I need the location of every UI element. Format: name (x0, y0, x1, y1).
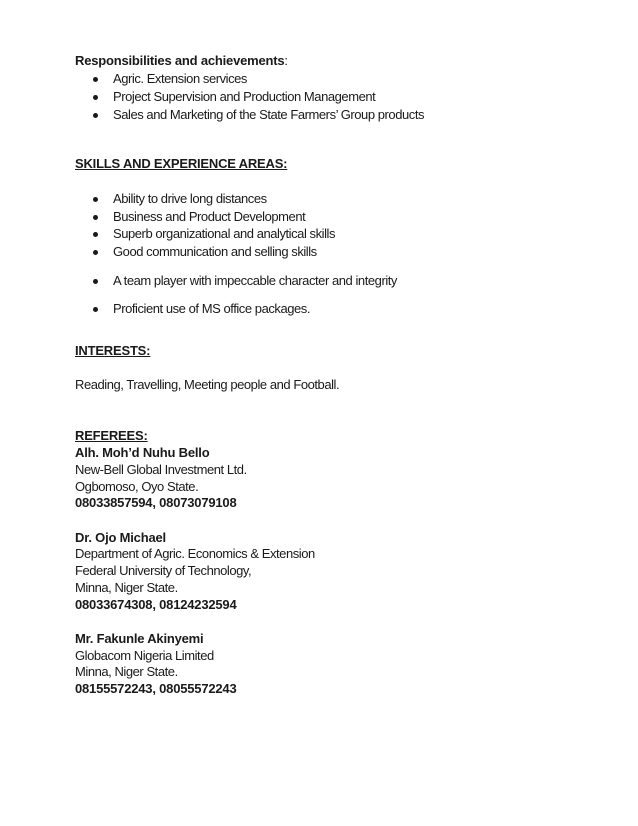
referee-address-line: Minna, Niger State. (75, 664, 178, 679)
bullet-icon (93, 307, 98, 312)
responsibility-text: Project Supervision and Production Management (113, 89, 376, 104)
referee-address-line: Department of Agric. Economics & Extension (75, 546, 315, 561)
referee-phones: 08033674308, 08124232594 (75, 597, 237, 612)
referee-address-line: Globacom Nigeria Limited (75, 648, 214, 663)
referee-address-line: Federal University of Technology, (75, 563, 252, 578)
referee-address-line: Minna, Niger State. (75, 580, 178, 595)
bullet-icon (93, 232, 98, 237)
bullet-icon (93, 279, 98, 284)
skill-text: Business and Product Development (113, 209, 306, 224)
referee-address-line: New-Bell Global Investment Ltd. (75, 462, 247, 477)
bullet-icon (93, 113, 98, 118)
skill-text: A team player with impeccable character and integrity (113, 273, 397, 288)
bullet-icon (93, 250, 98, 255)
skill-text: Ability to drive long distances (113, 191, 267, 206)
skills-heading: SKILLS AND EXPERIENCE AREAS: (75, 156, 288, 171)
interests-text: Reading, Travelling, Meeting people and Football. (75, 377, 340, 392)
referee-name: Mr. Fakunle Akinyemi (75, 631, 204, 646)
responsibility-text: Agric. Extension services (113, 71, 247, 86)
responsibilities-heading-line (75, 53, 288, 69)
skill-text: Superb organizational and analytical skills (113, 226, 336, 241)
bullet-icon (93, 77, 98, 82)
bullet-icon (93, 95, 98, 100)
responsibilities-colon: : (284, 53, 288, 68)
skill-text: Good communication and selling skills (113, 244, 317, 259)
bullet-icon (93, 197, 98, 202)
referee-phones: 08155572243, 08055572243 (75, 681, 237, 696)
referee-name: Dr. Ojo Michael (75, 530, 166, 545)
referees-heading: REFEREES: (75, 428, 148, 443)
referee-phones: 08033857594, 08073079108 (75, 495, 237, 510)
responsibility-text: Sales and Marketing of the State Farmers’ Group products (113, 107, 425, 122)
referee-name: Alh. Moh’d Nuhu Bello (75, 445, 210, 460)
bullet-icon (93, 215, 98, 220)
skill-text: Proficient use of MS office packages. (113, 301, 310, 316)
responsibilities-heading: Responsibilities and achievements (75, 53, 285, 68)
interests-heading: INTERESTS: (75, 343, 151, 358)
referee-address-line: Ogbomoso, Oyo State. (75, 479, 199, 494)
